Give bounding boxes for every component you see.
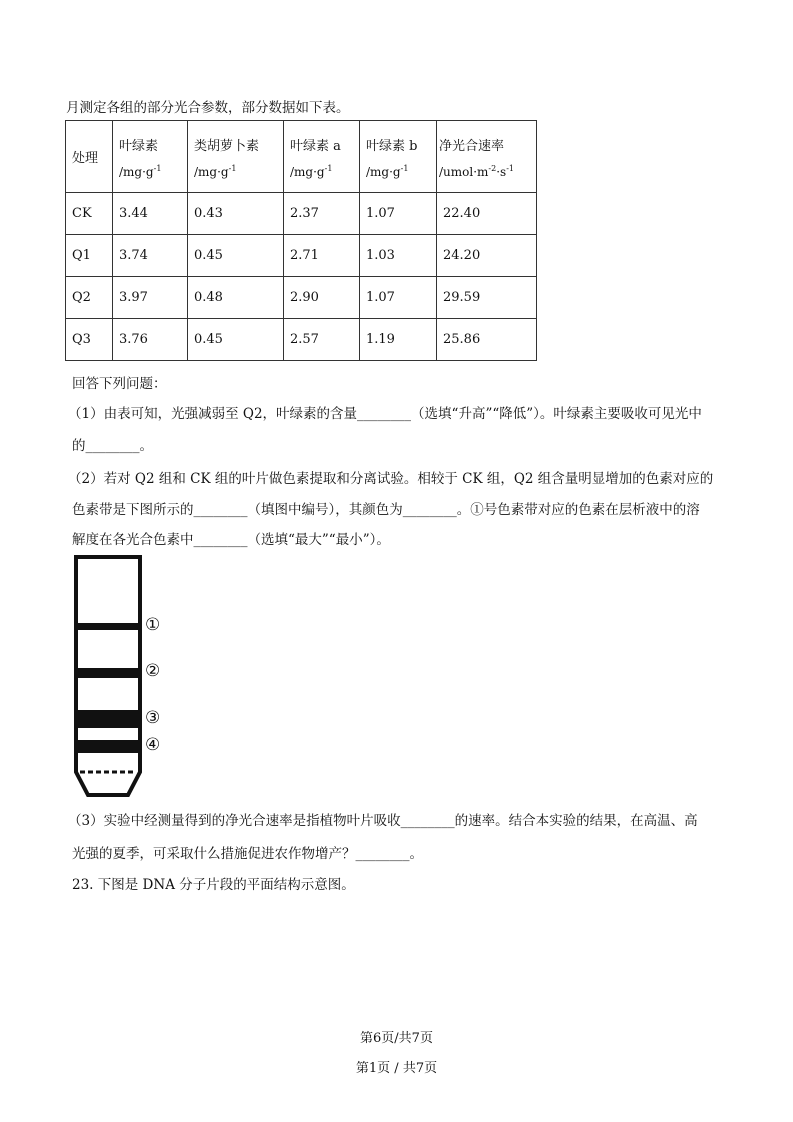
inner-page-footer: 第6页/共7页 (360, 1031, 433, 1046)
unit-text: /mg·g (119, 164, 154, 179)
band-3 (76, 710, 140, 728)
header-name: 叶绿素 b (366, 138, 418, 154)
table-cell: CK (66, 193, 113, 235)
header-name: 净光合速率 (439, 138, 505, 154)
table-cell: Q3 (66, 319, 113, 361)
question-2-line-3: 解度在各光合色素中________（选填“最大”“最小”）。 (72, 532, 390, 548)
outer-page-footer: 第1页 / 共7页 (355, 1061, 438, 1076)
unit-sup: -1 (324, 163, 333, 173)
table-cell: 1.07 (360, 277, 437, 319)
question-1-line-2: 的________。 (72, 438, 153, 454)
table-cell: 29.59 (437, 277, 537, 319)
chromatography-strip-figure (70, 552, 150, 802)
table-cell: 3.97 (113, 277, 188, 319)
table-cell: 25.86 (437, 319, 537, 361)
table-cell: 0.48 (188, 277, 284, 319)
data-table (65, 120, 537, 361)
table-cell: Q2 (66, 277, 113, 319)
header-name: 叶绿素 a (290, 138, 341, 154)
header-unit (290, 164, 359, 179)
unit-text: ·s (496, 164, 507, 179)
unit-sup: -1 (506, 163, 514, 173)
header-name: 叶绿素 (119, 138, 159, 154)
band-label-3: ③ (145, 708, 161, 728)
header-unit (439, 164, 536, 179)
header-cell: 处理 (66, 121, 113, 193)
question-2-line-1: （2）若对 Q2 组和 CK 组的叶片做色素提取和分离试验。相较于 CK 组，Q2 组含量明显增加的色素对应的 (68, 471, 714, 487)
header-cell (188, 121, 284, 193)
table-row (66, 235, 537, 277)
question-2-line-2: 色素带是下图所示的________（填图中编号），其颜色为________。①号色素带对应的色素在层析液中的溶 (72, 502, 700, 518)
band-label-1: ① (145, 615, 161, 635)
table-cell: 3.74 (113, 235, 188, 277)
unit-sup: -2 (488, 163, 497, 173)
band-2 (76, 668, 140, 678)
question-23-text: 23. 下图是 DNA 分子片段的平面结构示意图。 (72, 877, 355, 893)
table-cell: 2.71 (284, 235, 360, 277)
table-cell: 0.43 (188, 193, 284, 235)
unit-sup: -1 (153, 163, 162, 173)
header-cell (284, 121, 360, 193)
table-row (66, 319, 537, 361)
unit-text: /mg·g (366, 164, 401, 179)
unit-text: /mg·g (194, 164, 229, 179)
table-cell: 2.37 (284, 193, 360, 235)
header-unit (119, 164, 187, 179)
header-cell (113, 121, 188, 193)
intro-text: 月测定各组的部分光合参数，部分数据如下表。 (66, 100, 350, 116)
table-cell: 1.03 (360, 235, 437, 277)
unit-sup: -1 (400, 163, 409, 173)
unit-sup: -1 (228, 163, 237, 173)
table-cell: 2.90 (284, 277, 360, 319)
table-row (66, 277, 537, 319)
header-unit (366, 164, 436, 179)
table-cell: 0.45 (188, 235, 284, 277)
table-row (66, 193, 537, 235)
band-label-4: ④ (145, 735, 161, 755)
question-3-line-1: （3）实验中经测量得到的净光合速率是指植物叶片吸收________的速率。结合本实验的结果，在高温、高 (68, 813, 698, 829)
lead-text: 回答下列问题： (72, 376, 167, 392)
table-cell: 3.44 (113, 193, 188, 235)
question-1-line-1: （1）由表可知，光强减弱至 Q2，叶绿素的含量________（选填“升高”“降低”）。叶绿素主要吸收可见光中 (68, 406, 702, 422)
table-cell: 1.07 (360, 193, 437, 235)
table-cell: 3.76 (113, 319, 188, 361)
table-cell: 2.57 (284, 319, 360, 361)
question-3-line-2: 光强的夏季，可采取什么措施促进农作物增产？________。 (72, 846, 423, 862)
table-cell: Q1 (66, 235, 113, 277)
header-cell (437, 121, 537, 193)
unit-text: /umol·m (439, 164, 489, 179)
table-cell: 1.19 (360, 319, 437, 361)
table-cell: 22.40 (437, 193, 537, 235)
header-name: 类胡萝卜素 (194, 138, 260, 154)
unit-text: /mg·g (290, 164, 325, 179)
band-label-2: ② (145, 661, 161, 681)
table-cell: 0.45 (188, 319, 284, 361)
header-cell (360, 121, 437, 193)
header-unit (194, 164, 283, 179)
band-4 (76, 740, 140, 753)
table-header-row (66, 121, 537, 193)
table-cell: 24.20 (437, 235, 537, 277)
band-1 (76, 623, 140, 630)
